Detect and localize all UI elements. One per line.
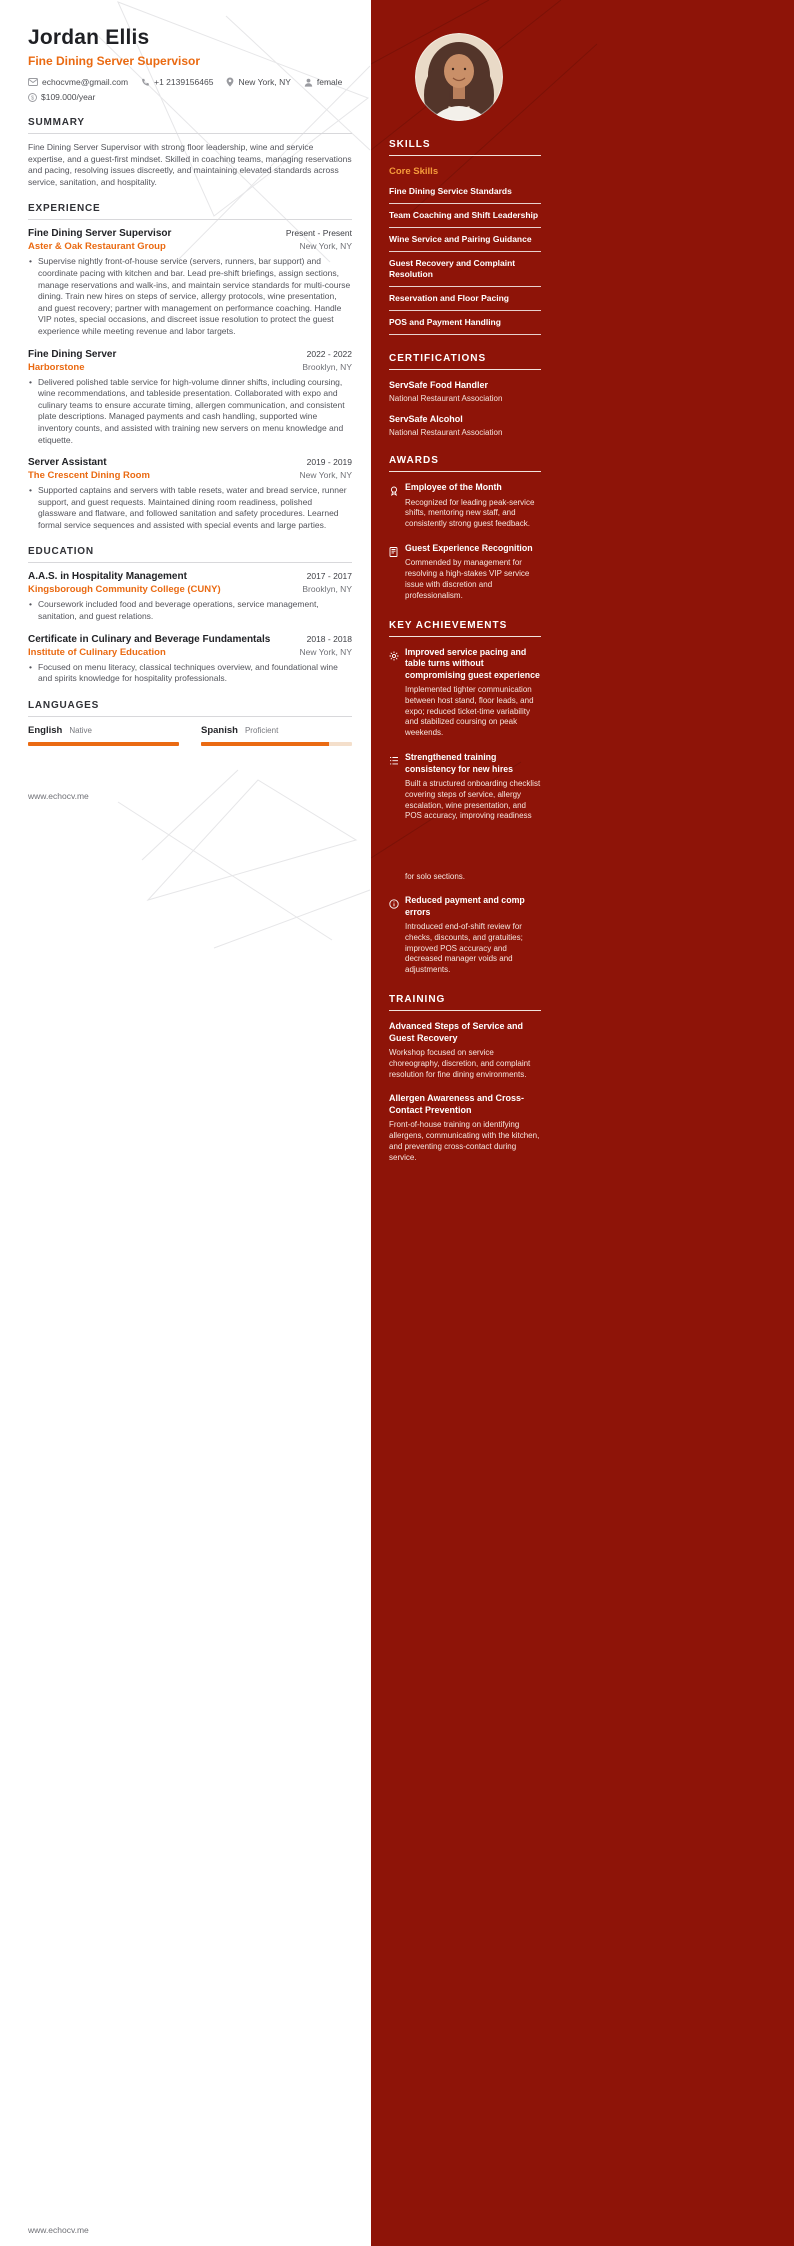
- job-dates: 2022 - 2022: [306, 348, 352, 359]
- training-section: [389, 994, 541, 1164]
- language-name: Spanish: [201, 724, 238, 736]
- language-item: [28, 725, 179, 746]
- contact-phone-value: +1 2139156465: [154, 77, 214, 87]
- education-dates: 2018 - 2018: [306, 633, 352, 644]
- education-degree: A.A.S. in Hospitality Management: [28, 571, 187, 583]
- awards-section: [389, 455, 541, 602]
- experience-item: [28, 457, 352, 531]
- training-description: Front-of-house training on identifying allergens, communicating with the kitchen, and preventing cross-contact during service.: [389, 1120, 540, 1162]
- achievement-description-continued: for solo sections.: [405, 872, 466, 882]
- contact-row-salary: [28, 92, 352, 102]
- candidate-title: Fine Dining Server Supervisor: [28, 54, 201, 68]
- job-company: Aster & Oak Restaurant Group: [28, 241, 166, 253]
- sidebar: [371, 0, 794, 2246]
- job-position: Fine Dining Server: [28, 348, 117, 360]
- location-icon: [226, 77, 234, 87]
- skill-item: Guest Recovery and Complaint Resolution: [389, 255, 541, 287]
- language-level: Proficient: [244, 725, 279, 735]
- job-company: Harborstone: [28, 361, 85, 373]
- experience-section: [28, 203, 352, 531]
- training-title: Allergen Awareness and Cross-Contact Prevention: [389, 1093, 525, 1115]
- language-level: Native: [69, 725, 92, 735]
- achievement-description: Implemented tighter communication between host stand, floor leads, and expo; reduced ticket-time variability and stabilized coursing on peak weekends.: [405, 685, 534, 738]
- languages-heading: LANGUAGES: [28, 700, 352, 717]
- achievement-title: Strengthened training consistency for new hires: [405, 752, 514, 774]
- certification-name: ServSafe Alcohol: [389, 414, 463, 424]
- certification-item: [389, 414, 541, 437]
- skills-heading: SKILLS: [389, 139, 541, 156]
- job-company: The Crescent Dining Room: [28, 470, 150, 482]
- education-heading: EDUCATION: [28, 546, 352, 563]
- training-description: Workshop focused on service choreography, discretion, and complaint resolution for fine dining environments.: [389, 1048, 531, 1079]
- footer-site-url[interactable]: www.echocv.me: [28, 791, 89, 801]
- salary-icon: [28, 93, 37, 102]
- training-item: [389, 1021, 541, 1080]
- achievement-description: Introduced end-of-shift review for checks, discounts, and gratuities; improved POS accuracy and decreased manager voids and adjustments.: [405, 922, 523, 975]
- skill-item: Fine Dining Service Standards: [389, 183, 541, 204]
- summary-heading: SUMMARY: [28, 117, 352, 134]
- award-item: [389, 543, 541, 602]
- education-dates: 2017 - 2017: [306, 571, 352, 582]
- svg-text:$: $: [30, 94, 35, 101]
- job-position: Server Assistant: [28, 457, 107, 469]
- skill-item: Wine Service and Pairing Guidance: [389, 231, 541, 252]
- job-dates: Present - Present: [285, 228, 352, 239]
- language-bar: [201, 742, 352, 746]
- language-bar-fill: [201, 742, 329, 746]
- achievement-item: [389, 647, 541, 739]
- contact-phone[interactable]: [141, 77, 213, 87]
- certification-item: [389, 380, 541, 403]
- profile-photo: [415, 33, 503, 121]
- award-description: Recognized for leading peak-service shifts, mentoring new staff, and consistently strong guest feedback.: [405, 497, 535, 529]
- awards-heading: AWARDS: [389, 455, 541, 472]
- info-icon: [389, 896, 399, 914]
- contact-row: [28, 77, 352, 87]
- education-section: [28, 546, 352, 684]
- certification-issuer: National Restaurant Association: [389, 428, 503, 437]
- achievement-description: Built a structured onboarding checklist covering steps of service, allergy escalation, wine presentation, and POS accuracy, improving readiness: [405, 779, 541, 821]
- achievement-item: [389, 895, 541, 976]
- certifications-heading: CERTIFICATIONS: [389, 353, 541, 370]
- certification-name: ServSafe Food Handler: [389, 380, 489, 390]
- award-title: Guest Experience Recognition: [405, 542, 533, 553]
- award-title: Employee of the Month: [405, 482, 502, 492]
- education-location: Brooklyn, NY: [302, 584, 352, 595]
- gear-icon: [389, 648, 399, 666]
- education-degree: Certificate in Culinary and Beverage Fundamentals: [28, 633, 271, 645]
- language-bar-fill: [28, 742, 179, 746]
- job-position: Fine Dining Server Supervisor: [28, 228, 172, 240]
- certification-issuer: National Restaurant Association: [389, 394, 503, 403]
- education-bullet: • Focused on menu literacy, classical techniques overview, and foundational wine and spirits knowledge for hospitality professionals.: [28, 662, 352, 685]
- mail-icon: [28, 78, 38, 86]
- job-bullet: • Supported captains and servers with table resets, water and bread service, runner support, and guest requests. Maintained dining room readiness, polished glassware and flatware, and followed sanitation and safety procedures. Learned formal service sequences and assisted with special events and large parties.: [28, 485, 352, 531]
- job-dates: 2019 - 2019: [306, 457, 352, 468]
- skill-item: Team Coaching and Shift Leadership: [389, 207, 541, 228]
- skills-section: [389, 139, 541, 335]
- award-item: [389, 482, 541, 530]
- job-bullet: • Delivered polished table service for high-volume dinner shifts, including coursing, wine recommendations, and tableside presentation. Collaborated with expo and culinary teams to ensure accurate timing, allergen communication, and consistent plate descriptions. Managed payments and cash handling, supported wine inventory counts, and assisted with training new servers on menu knowledge and etiquette.: [28, 377, 352, 447]
- resume-header: [28, 26, 352, 102]
- contact-gender: [304, 77, 343, 87]
- training-item: [389, 1093, 541, 1163]
- contact-gender-value: female: [316, 77, 343, 87]
- person-icon: [304, 78, 313, 87]
- medal-icon: [389, 483, 399, 501]
- experience-item: [28, 349, 352, 447]
- checklist-icon: [389, 753, 399, 771]
- footer-site-url[interactable]: www.echocv.me: [28, 2225, 89, 2235]
- contact-salary-value: $109.000/year: [41, 92, 96, 102]
- job-location: New York, NY: [299, 470, 352, 481]
- education-item: [28, 634, 352, 685]
- education-bullet: • Coursework included food and beverage operations, service management, sanitation, and guest relations.: [28, 599, 352, 622]
- skills-group-label: Core Skills: [389, 166, 439, 177]
- education-location: New York, NY: [299, 646, 352, 657]
- experience-heading: EXPERIENCE: [28, 203, 352, 220]
- language-name: English: [28, 724, 63, 736]
- experience-item: [28, 228, 352, 337]
- skill-item: Reservation and Floor Pacing: [389, 290, 541, 311]
- contact-location: [226, 77, 290, 87]
- contact-email[interactable]: [28, 77, 128, 87]
- skill-item: POS and Payment Handling: [389, 314, 541, 335]
- phone-icon: [141, 78, 150, 87]
- job-location: New York, NY: [299, 241, 352, 252]
- education-school: Institute of Culinary Education: [28, 646, 166, 658]
- languages-section: [28, 700, 352, 746]
- job-bullet: • Supervise nightly front-of-house service (servers, runners, bar support) and coordinate pacing with kitchen and bar. Lead pre-shift briefings, assign sections, manage reservations and walk-ins, and maintain service standards for multi-course dining. Train new hires on steps of service, allergy protocols, wine presentation, and guest recovery; partner with management on performance coaching. Handle VIP notes, special occasions, and discreet issue resolution to protect the guest experience while meeting revenue and labor targets.: [28, 256, 352, 337]
- education-school: Kingsborough Community College (CUNY): [28, 584, 221, 596]
- candidate-name: Jordan Ellis: [28, 26, 150, 49]
- contact-email-value: echocvme@gmail.com: [42, 77, 129, 87]
- main-column: [0, 0, 371, 746]
- contact-salary: [28, 92, 95, 102]
- summary-section: [28, 117, 352, 188]
- job-location: Brooklyn, NY: [302, 361, 352, 372]
- achievement-title: Improved service pacing and table turns without compromising guest experience: [405, 646, 540, 680]
- certificate-icon: [389, 544, 399, 562]
- education-item: [28, 571, 352, 622]
- training-title: Advanced Steps of Service and Guest Recovery: [389, 1021, 524, 1043]
- key-achievements-section: [389, 620, 541, 976]
- training-heading: TRAINING: [389, 994, 541, 1011]
- achievement-item: [389, 752, 541, 822]
- certifications-section: [389, 353, 541, 437]
- achievement-title: Reduced payment and comp errors: [405, 895, 525, 917]
- key-achievements-heading: KEY ACHIEVEMENTS: [389, 620, 541, 637]
- contact-location-value: New York, NY: [238, 77, 291, 87]
- summary-text: Fine Dining Server Supervisor with strong floor leadership, wine and service expertise, and a guest-first mindset. Skilled in coaching teams, managing reservations and pacing, resolving issues discreetly, and maintaining elevated standards across service, sanitation, and hospitality.: [28, 142, 352, 187]
- award-description: Commended by management for resolving a high-stakes VIP service issue with discretion and professionalism.: [405, 558, 530, 600]
- language-bar: [28, 742, 179, 746]
- language-item: [201, 725, 352, 746]
